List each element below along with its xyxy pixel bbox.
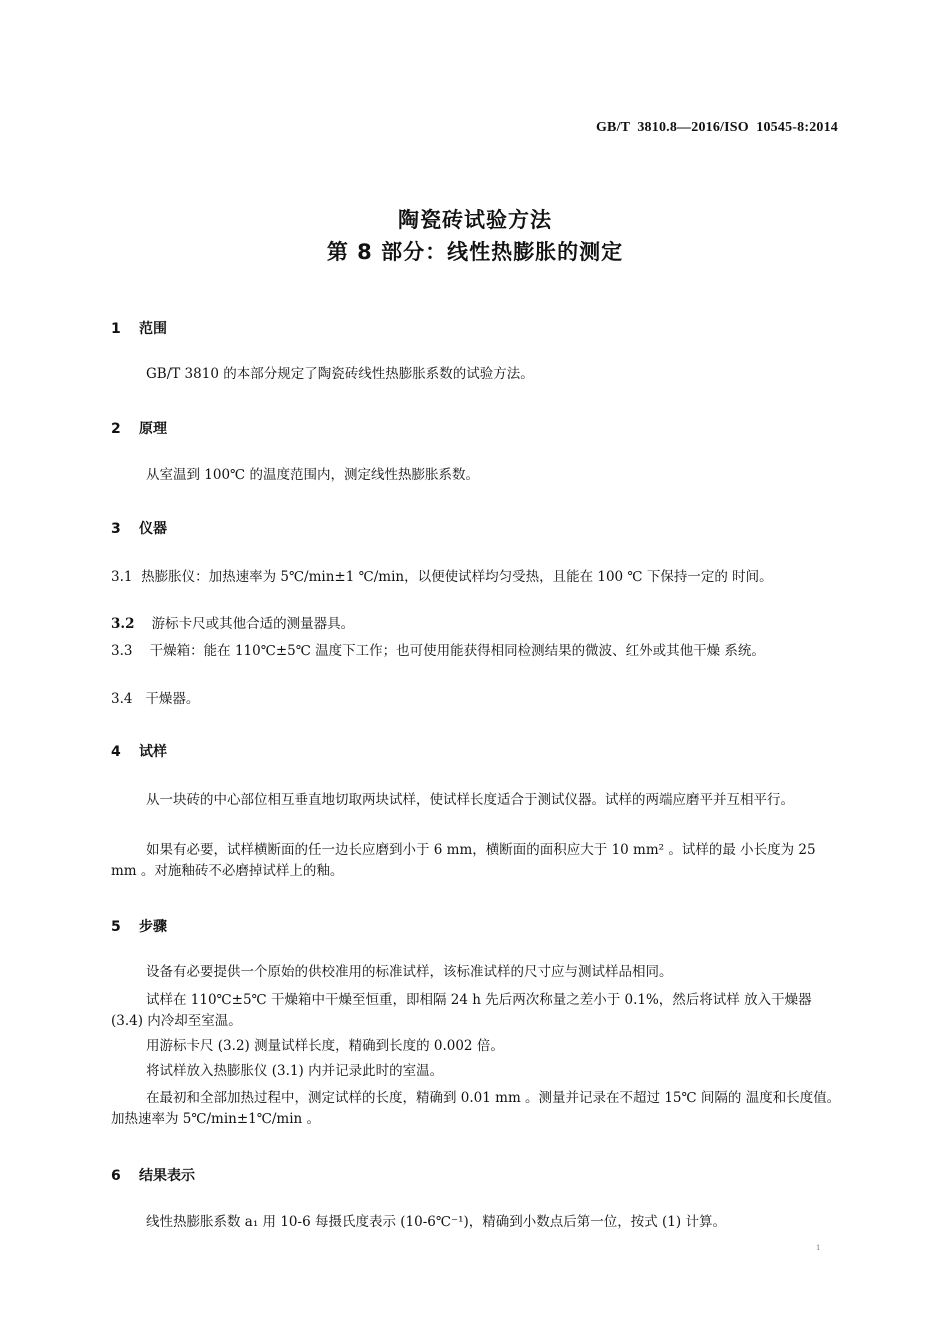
section-number: 6 — [111, 1168, 121, 1184]
clause-text: 游标卡尺或其他合适的测量器具。 — [151, 616, 355, 632]
clause-text: 热膨胀仪：加热速率为 5℃/min±1 ℃/min，以便使试样均匀受热，且能在 100 ℃ 下保持一定的 时间。 — [141, 569, 773, 585]
procedure-paragraph-2: 试样在 110℃±5℃ 干燥箱中干燥至恒重，即相隔 24 h 先后两次称量之差小于 0.1%，然后将试样 放入干燥器 (3.4) 内冷却至室温。 — [111, 992, 812, 1029]
clause-number: 3.1 — [111, 569, 133, 585]
section-number: 2 — [111, 421, 121, 437]
section-heading-scope — [111, 318, 167, 338]
procedure-paragraph-3: 用游标卡尺 (3.2) 测量试样长度，精确到长度的 0.002 倍。 — [146, 1038, 504, 1054]
apparatus-item-3-4 — [111, 689, 841, 710]
section-title: 原理 — [139, 421, 167, 437]
section-number: 5 — [111, 919, 121, 935]
document-subtitle: 第 8 部分：线性热膨胀的测定 — [326, 240, 624, 264]
clause-number: 3.2 — [111, 616, 135, 632]
apparatus-item-3-3 — [111, 641, 841, 662]
page-number: 1 — [816, 1244, 821, 1252]
procedure-paragraph-4: 将试样放入热膨胀仪 (3.1) 内并记录此时的室温。 — [146, 1063, 444, 1079]
section-title: 步骤 — [139, 919, 167, 935]
procedure-paragraph-1: 设备有必要提供一个原始的供校准用的标准试样，该标准试样的尺寸应与测试样品相同。 — [146, 964, 673, 980]
section-title: 试样 — [139, 744, 167, 760]
document-title: 陶瓷砖试验方法 — [398, 208, 552, 232]
section-heading-procedure — [111, 916, 167, 936]
apparatus-item-3-2 — [111, 614, 841, 635]
section-heading-specimens — [111, 741, 167, 761]
section-number: 1 — [111, 321, 121, 337]
principle-paragraph: 从室温到 100℃ 的温度范围内，测定线性热膨胀系数。 — [146, 467, 479, 483]
section-heading-apparatus — [111, 518, 167, 538]
clause-text: 干燥箱：能在 110℃±5℃ 温度下工作；也可使用能获得相同检测结果的微波、红外或其他干燥 系统。 — [149, 643, 765, 659]
section-heading-results — [111, 1165, 195, 1185]
procedure-paragraph-5: 在最初和全部加热过程中，测定试样的长度，精确到 0.01 mm 。测量并记录在不超过 15℃ 间隔的 温度和长度值。加热速率为 5℃/min±1℃/min 。 — [111, 1090, 841, 1127]
section-title: 仪器 — [139, 521, 167, 537]
apparatus-item-3-1 — [111, 567, 841, 588]
specimens-paragraph-2: 如果有必要，试样横断面的任一边长应磨到小于 6 mm，横断面的面积应大于 10 mm² 。试样的最 小长度为 25 mm 。对施釉砖不必磨掉试样上的釉。 — [111, 842, 816, 879]
clause-number: 3.4 — [111, 691, 133, 707]
results-paragraph: 线性热膨胀系数 a₁ 用 10-6 每摄氏度表示 (10-6℃⁻¹)，精确到小数点后第一位，按式 (1) 计算。 — [146, 1214, 726, 1230]
clause-number: 3.3 — [111, 643, 133, 659]
clause-text: 干燥器。 — [145, 691, 200, 707]
section-title: 结果表示 — [139, 1168, 195, 1184]
standard-number: GB/T 3810.8—2016/ISO 10545-8:2014 — [595, 120, 838, 135]
section-number: 4 — [111, 744, 121, 760]
section-number: 3 — [111, 521, 121, 537]
section-title: 范围 — [139, 321, 167, 337]
specimens-paragraph-1: 从一块砖的中心部位相互垂直地切取两块试样，使试样长度适合于测试仪器。试样的两端应磨平并互相平行。 — [146, 792, 794, 808]
section-heading-principle — [111, 418, 167, 438]
scope-paragraph: GB/T 3810 的本部分规定了陶瓷砖线性热膨胀系数的试验方法。 — [146, 366, 534, 382]
